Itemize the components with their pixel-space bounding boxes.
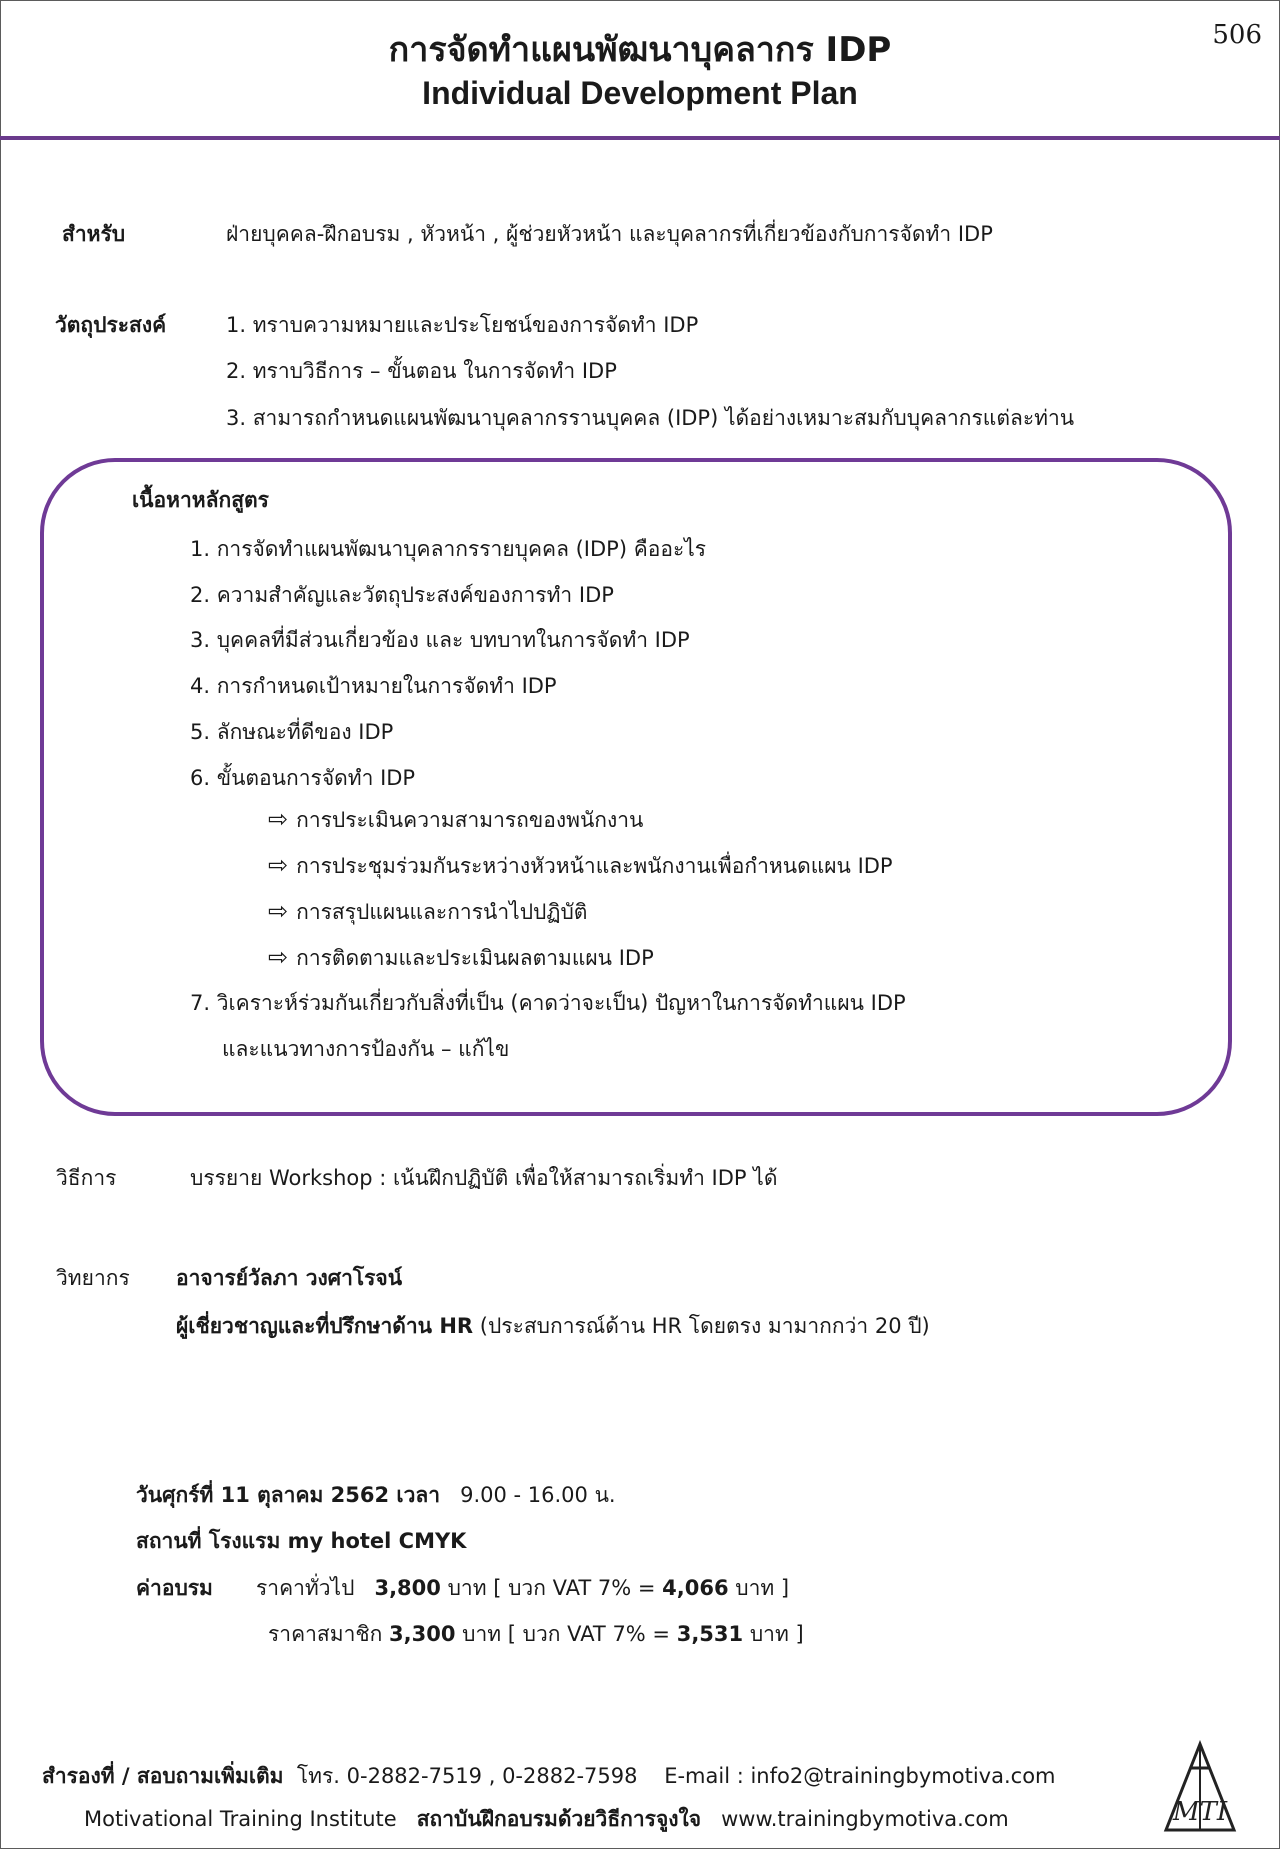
arrow-right-icon: ⇨ [268, 805, 289, 833]
title-block [0, 28, 1280, 114]
objective-item-2: 2. ทราบวิธีการ – ขั้นตอน ในการจัดทำ IDP [226, 359, 617, 383]
fee-member-label: ราคาสมาชิก [268, 1622, 383, 1646]
course-subitem-3 [268, 896, 587, 929]
fee-member-vat-total: 3,531 [676, 1622, 744, 1646]
course-item-7-line2: และแนวทางการป้องกัน – แก้ไข [222, 1037, 510, 1061]
course-subitem-1-text: การประเมินความสามารถของพนักงาน [296, 808, 644, 832]
fee-general-vat-total: 4,066 [662, 1576, 729, 1600]
for-label: สำหรับ [62, 222, 126, 246]
course-subitem-1 [268, 804, 643, 837]
speaker-label: วิทยากร [56, 1266, 130, 1290]
course-subitem-4 [268, 942, 654, 975]
footer-website[interactable]: www.trainingbymotiva.com [721, 1807, 1009, 1831]
for-text: ฝ่ายบุคคล-ฝึกอบรม , หัวหน้า , ผู้ช่วยหัวหน้า และบุคลากรที่เกี่ยวข้องกับการจัดทำ IDP [226, 222, 993, 246]
title-thai: การจัดทำแผนพัฒนาบุคลากร IDP [388, 30, 892, 70]
venue: สถานที่ โรงแรม my hotel CMYK [136, 1529, 467, 1553]
course-item-3: 3. บุคคลที่มีส่วนเกี่ยวข้อง และ บทบาทในการจัดทำ IDP [190, 628, 690, 652]
speaker-credentials [176, 1310, 930, 1343]
fee-member-vat-suffix: บาท ] [743, 1622, 804, 1646]
footer-email[interactable]: E-mail : info2@trainingbymotiva.com [664, 1764, 1056, 1788]
footer-contact [42, 1760, 1056, 1793]
course-item-1: 1. การจัดทำแผนพัฒนาบุคลากรรายบุคคล (IDP) คืออะไร [190, 537, 707, 561]
arrow-right-icon: ⇨ [268, 897, 289, 925]
course-subitem-2 [268, 850, 893, 883]
header-divider [0, 136, 1280, 140]
course-subitem-4-text: การติดตามและประเมินผลตามแผน IDP [296, 946, 654, 970]
fee-general-label: ราคาทั่วไป [256, 1576, 355, 1600]
fee-member [268, 1618, 804, 1651]
course-heading: เนื้อหาหลักสูตร [132, 488, 269, 512]
speaker-name: อาจารย์วัลภา วงศาโรจน์ [176, 1266, 403, 1290]
objective-item-3: 3. สามารถกำหนดแผนพัฒนาบุคลากรรานบุคคล (IDP) ได้อย่างเหมาะสมกับบุคลากรแต่ละท่าน [226, 406, 1075, 430]
course-item-4: 4. การกำหนดเป้าหมายในการจัดทำ IDP [190, 674, 557, 698]
fee-general-vat-suffix: บาท ] [728, 1576, 790, 1600]
fee-general-price: 3,800 [374, 1576, 441, 1600]
title-english: Individual Development Plan [422, 75, 858, 111]
arrow-right-icon: ⇨ [268, 943, 289, 971]
course-item-5: 5. ลักษณะที่ดีของ IDP [190, 720, 394, 744]
objective-item-1: 1. ทราบความหมายและประโยชน์ของการจัดทำ IDP [226, 313, 699, 337]
mti-logo [1160, 1740, 1240, 1835]
schedule-time: 9.00 - 16.00 น. [460, 1483, 616, 1507]
fee-general [256, 1572, 789, 1605]
fee-member-price: 3,300 [389, 1622, 456, 1646]
course-subitem-2-text: การประชุมร่วมกันระหว่างหัวหน้าและพนักงานเพื่อกำหนดแผน IDP [296, 854, 893, 878]
footer-institute-en: Motivational Training Institute [84, 1807, 397, 1831]
page-number: 506 [1212, 20, 1262, 50]
logo-text: MTI [1172, 1797, 1228, 1827]
speaker-title: ผู้เชี่ยวชาญและที่ปรึกษาด้าน HR [176, 1314, 474, 1338]
footer-institute-th: สถาบันฝึกอบรมด้วยวิธีการจูงใจ [416, 1807, 702, 1831]
course-item-2: 2. ความสำคัญและวัตถุประสงค์ของการทำ IDP [190, 583, 614, 607]
fee-general-vat-prefix: บาท [ บวก VAT 7% = [447, 1576, 663, 1600]
speaker-experience: (ประสบการณ์ด้าน HR โดยตรง มามากกว่า 20 ปี) [473, 1314, 930, 1338]
fee-member-vat-prefix: บาท [ บวก VAT 7% = [462, 1622, 677, 1646]
course-item-7-line1: 7. วิเคราะห์ร่วมกันเกี่ยวกับสิ่งที่เป็น (คาดว่าจะเป็น) ปัญหาในการจัดทำแผน IDP [190, 991, 906, 1015]
course-item-6: 6. ขั้นตอนการจัดทำ IDP [190, 766, 416, 790]
schedule-line [136, 1479, 616, 1512]
footer-contact-label: สำรองที่ / สอบถามเพิ่มเติม [42, 1764, 284, 1788]
schedule-date: วันศุกร์ที่ 11 ตุลาคม 2562 เวลา [136, 1483, 441, 1507]
objectives-label: วัตถุประสงค์ [55, 313, 167, 337]
footer-institute [84, 1803, 1009, 1836]
fee-label: ค่าอบรม [136, 1576, 213, 1600]
arrow-right-icon: ⇨ [268, 851, 289, 879]
footer-phone: โทร. 0-2882-7519 , 0-2882-7598 [296, 1764, 638, 1788]
method-label: วิธีการ [56, 1166, 117, 1190]
method-text: บรรยาย Workshop : เน้นฝึกปฏิบัติ เพื่อให้สามารถเริ่มทำ IDP ได้ [190, 1166, 778, 1190]
course-subitem-3-text: การสรุปแผนและการนำไปปฏิบัติ [296, 900, 588, 924]
